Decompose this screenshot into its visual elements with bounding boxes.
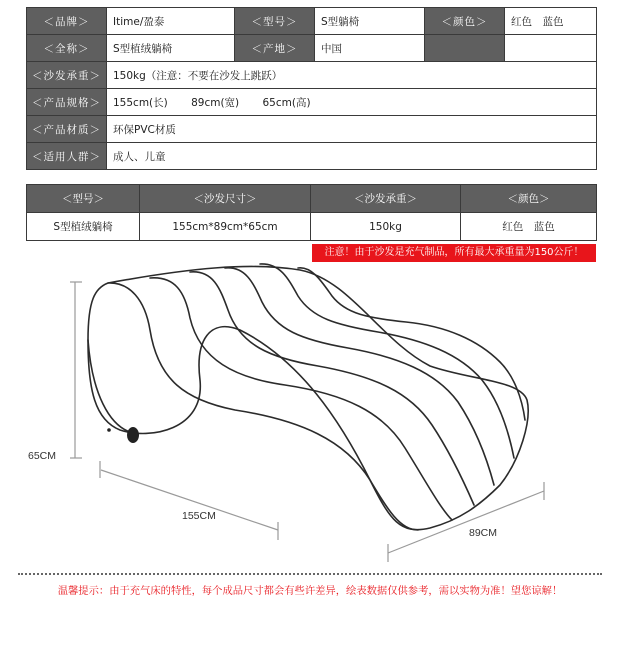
length-dimension xyxy=(100,461,278,540)
summary-header-color: ＜颜色＞ xyxy=(461,185,597,213)
width-label: 89CM xyxy=(469,527,498,539)
fullname-value: S型植绒躺椅 xyxy=(107,35,235,62)
model-value: S型躺椅 xyxy=(315,8,425,35)
color-label: ＜颜色＞ xyxy=(425,8,505,35)
material-label: ＜产品材质＞ xyxy=(27,116,107,143)
spec-row-users xyxy=(27,143,597,170)
spec-length: 155cm(长) xyxy=(113,96,168,109)
empty-value-cell xyxy=(505,35,597,62)
spec-height: 65cm(高) xyxy=(262,96,311,109)
origin-label: ＜产地＞ xyxy=(235,35,315,62)
footer-tip: 温馨提示：由于充气床的特性，每个成品尺寸都会有些许差异，绘表数据仅供参考，需以实物为准！望您谅解！ xyxy=(57,585,563,597)
summary-header-model: ＜型号＞ xyxy=(27,185,140,213)
origin-value: 中国 xyxy=(315,35,425,62)
summary-model: S型植绒躺椅 xyxy=(27,213,140,241)
load-label: ＜沙发承重＞ xyxy=(27,62,107,89)
summary-data-row xyxy=(27,213,597,241)
brand-label: ＜品牌＞ xyxy=(27,8,107,35)
sofa-illustration xyxy=(88,264,528,530)
load-value: 150kg（注意：不要在沙发上跳跃） xyxy=(107,62,597,89)
warning-banner: 注意！由于沙发是充气制品，所有最大承重量为150公斤！ xyxy=(312,244,596,262)
air-valve-icon xyxy=(127,427,139,443)
height-dimension xyxy=(70,282,82,458)
brand-value: Itime/盈泰 xyxy=(107,8,235,35)
empty-cell xyxy=(425,35,505,62)
summary-header-size: ＜沙发尺寸＞ xyxy=(140,185,311,213)
spec-row-material xyxy=(27,116,597,143)
valve-dot xyxy=(107,428,111,432)
spec-row-brand xyxy=(27,8,597,35)
summary-color: 红色 蓝色 xyxy=(461,213,597,241)
spec-label: ＜产品规格＞ xyxy=(27,89,107,116)
material-value: 环保PVC材质 xyxy=(107,116,597,143)
users-label: ＜适用人群＞ xyxy=(27,143,107,170)
summary-table xyxy=(26,184,597,241)
fullname-label: ＜全称＞ xyxy=(27,35,107,62)
summary-header-load: ＜沙发承重＞ xyxy=(311,185,461,213)
spec-row-size xyxy=(27,89,597,116)
summary-size: 155cm*89cm*65cm xyxy=(140,213,311,241)
spec-table xyxy=(26,7,597,170)
spec-width: 89cm(宽) xyxy=(191,96,240,109)
model-label: ＜型号＞ xyxy=(235,8,315,35)
summary-load: 150kg xyxy=(311,213,461,241)
height-label: 65CM xyxy=(28,450,57,462)
summary-header-row xyxy=(27,185,597,213)
length-label: 155CM xyxy=(182,510,216,522)
color-value: 红色 蓝色 xyxy=(505,8,597,35)
spec-value xyxy=(107,89,597,116)
sofa-dimension-figure xyxy=(0,262,620,572)
dotted-divider xyxy=(18,573,602,575)
users-value: 成人、儿童 xyxy=(107,143,597,170)
spec-row-load xyxy=(27,62,597,89)
spec-row-fullname xyxy=(27,35,597,62)
